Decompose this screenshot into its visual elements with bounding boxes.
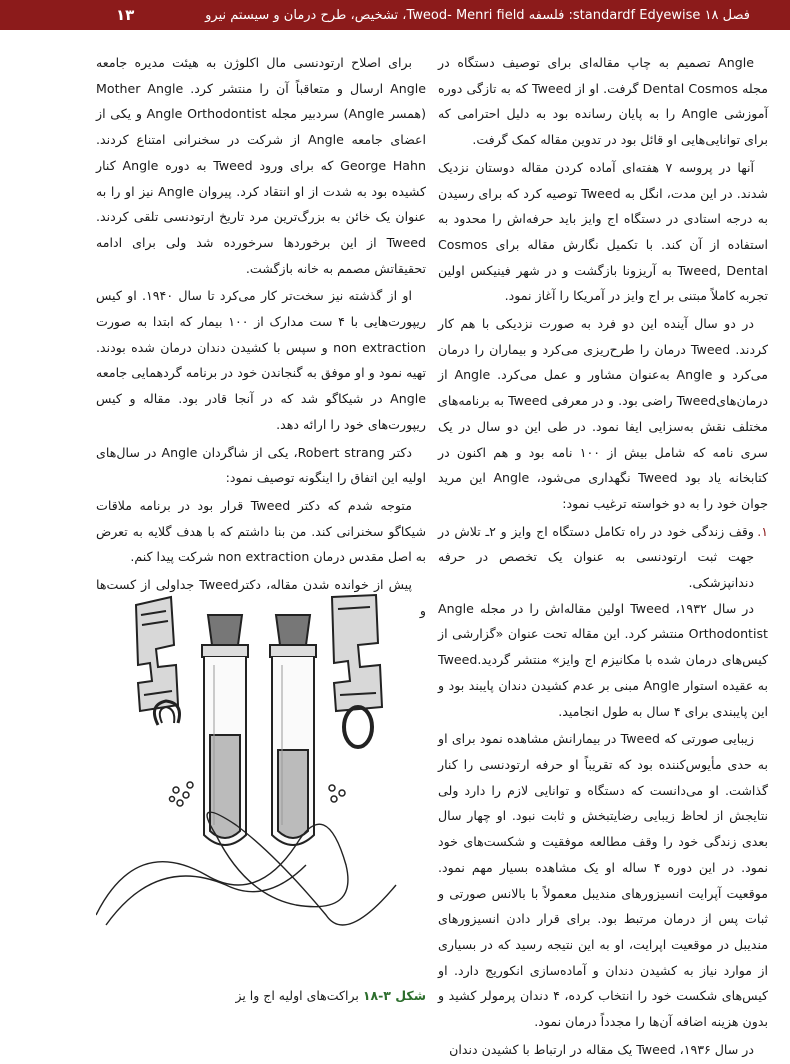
chapter-title: فصل ۱۸ standardf Edyewise: فلسفه Tweod- Menri field، تشخیص، طرح درمان و سیستم نیرو (205, 7, 750, 23)
oval-ring (344, 707, 372, 747)
page-number: ۱۳ (116, 6, 135, 24)
glass-vial-left (202, 615, 248, 845)
left-bracket-shape (136, 597, 178, 711)
figure-drawing (96, 585, 426, 980)
right-bracket-shape (332, 595, 382, 711)
small-bracket-pieces (170, 782, 346, 806)
paragraph: برای اصلاح ارتودنسی مال اکلوژن به هیئت مدیره جامعه Angle ارسال و متعاقباً آن را منتشر کرد. Mother Angle (همسر Angle) سردبیر مجله Angle Orthodontist و یکی از اعضای جامعه Angle از شرکت در سخنرانی امتناع کردند. George Hahn که برای ورود Tweed به دوره Angle کنار کشیده بود به شدت از او انتقاد کرد. پیروان Angle نیز او را به عنوان یک خائن به بزرگ‌ترین مرد تاریخ ارتودنسی تلقی کردند. Tweed از این برخوردها سرخورده شد ولی برای ادامه تحقیقاتش مصمم به خانه بازگشت. (96, 55, 426, 276)
paragraph: دکتر Robert strang، یکی از شاگردان Angle در سال‌های اولیه این اتفاق را اینگونه توصیف نمود: (96, 444, 426, 486)
paragraph: زیبایی صورتی که Tweed در بیمارانش مشاهده نمود برای او به حدی مأیوس‌کننده بود که تقریباً او حرفه ارتودنسی را کنار گذاشت. او می‌دانست که دستگاه و توانایی لازم را دارد ولی نتایجش از لحاظ زیبایی رضایتبخش و ثابت نبود. او چهار سال بعدی زندگی خود را وقف مطالعه موفقیت و شکست‌های خود نمود. در این دوره ۴ ساله او یک مشاهده بسیار مهم نمود. موقعیت آپرایت انسیزورهای مندیبل معمولاً با بالانس صورتی و ثبات پس از درمان مرتبط بود. برای قرار دادن انسیزورهای مندیبل در موقعیت اپرایت، او به این نتیجه رسید که در بسیاری از موارد نیاز به کشیدن دندان و آماده‌سازی انکوریج دارد. او کیس‌های شکست خود را انتخاب کرده، ۴ دندان پرمولر کشید و بدون هزینه اضافه آن‌ها را مجدداً درمان نمود. (438, 731, 768, 1030)
bracket-figure-illustration (96, 585, 426, 980)
paragraph: متوجه شدم که دکتر Tweed قرار بود در برنامه ملاقات شیکاگو سخنرانی کند. من بنا داشتم که با هدف گلایه به تعرض به اصل مقدس درمان non extraction شرکت پیدا کنم. (96, 497, 426, 565)
right-text-column (438, 50, 768, 1064)
figure-label: شکل ۳-۱۸ (362, 988, 426, 1003)
paragraph: در سال ۱۹۳۲، Tweed اولین مقاله‌اش را در مجله Angle Orthodontist منتشر کرد. این مقاله تحت عنوان «گزارشی از کیس‌های درمان شده با مکانیزم اج وایز» منتشر گردید.Tweed به عقیده استوار Angle مبنی بر عدم کشیدن دندان پایبند بود و این پایبندی برای ۴ سال به طول انجامید. (438, 600, 768, 719)
chapter-header (0, 0, 790, 30)
list-item (438, 519, 768, 596)
paragraph: آنها در پروسه ۷ هفته‌ای آماده کردن مقاله دوستان نزدیک شدند. در این مدت، انگل به Tweed توصیه کرد که برای رسیدن به درجه استادی در دستگاه اج وایز باید حرفه‌اش را محدود به استفاده از آن کند. با تکمیل نگارش مقاله برای Cosmos Tweed, Dental به آریزونا بازگشت و در شهر فینیکس اولین تجربه کاملاً مبتنی بر اج وایز در آمریکا را آغاز نمود. (438, 159, 768, 304)
list-number: ۱. (757, 523, 768, 539)
paragraph: پیش از خوانده شدن مقاله، دکترTweed جداولی از کست‌ها و (96, 577, 426, 618)
figure-caption (96, 988, 426, 1003)
figure-caption-text: براکت‌های اولیه اج وا یز (235, 988, 359, 1003)
list-text: وقف زندگی خود در راه تکامل دستگاه اج وایز و ۲ـ تلاش در جهت ثبت ارتودنسی به عنوان یک تخصص در حرفه دندانپزشکی. (438, 523, 754, 591)
paragraph: او از گذشته نیز سخت‌تر کار می‌کرد تا سال ۱۹۴۰. او کیس ریپورت‌هایی با ۴ ست مدارک از ۱۰۰ بیمار که ابتدا به صورت non extraction و سپس با کشیدن دندان درمان شده بودند. تهیه نمود و او موفق به گنجاندن خود در برنامه گردهمایی جامعه Angle در شیکاگو شد که در آنجا قادر بود. مقاله و کیس ریپورت‌های خود را ارائه دهد. (96, 288, 426, 432)
paragraph: در سال ۱۹۳۶، Tweed یک مقاله در ارتباط با کشیدن دندان (449, 1041, 754, 1057)
left-text-column (96, 50, 426, 625)
paragraph: در دو سال آینده این دو فرد به صورت نزدیکی با هم کار کردند. Tweed درمان را طرح‌ریزی می‌کرد و بیماران را درمان می‌کرد و Angle به‌عنوان مشاور و عمل می‌کرد. Angle از درمان‌هایTweed راضی بود. و در معرفی Tweed به برنامه‌های مختلف نقش به‌سزایی ایفا نمود. در طی این دو سال در یک سری نامه که شامل بیش از ۱۰۰ نامه بود و هم اکنون در کتابخانه یاد بود Tweed نگهداری می‌شود، Angle این مرید جوان خود را به دو خواسته ترغیب نمود: (438, 316, 768, 511)
glass-vial-right (270, 615, 316, 845)
paragraph: Angle تصمیم به چاپ مقاله‌ای برای توصیف دستگاه در مجله Dental Cosmos گرفت. او از Tweed که به تازگی دوره آموزشی Angle را به پایان رسانده بود به دلیل احترامی که برای توانایی‌هایی او قائل بود در تدوین مقاله کمک گرفت. (438, 55, 768, 148)
